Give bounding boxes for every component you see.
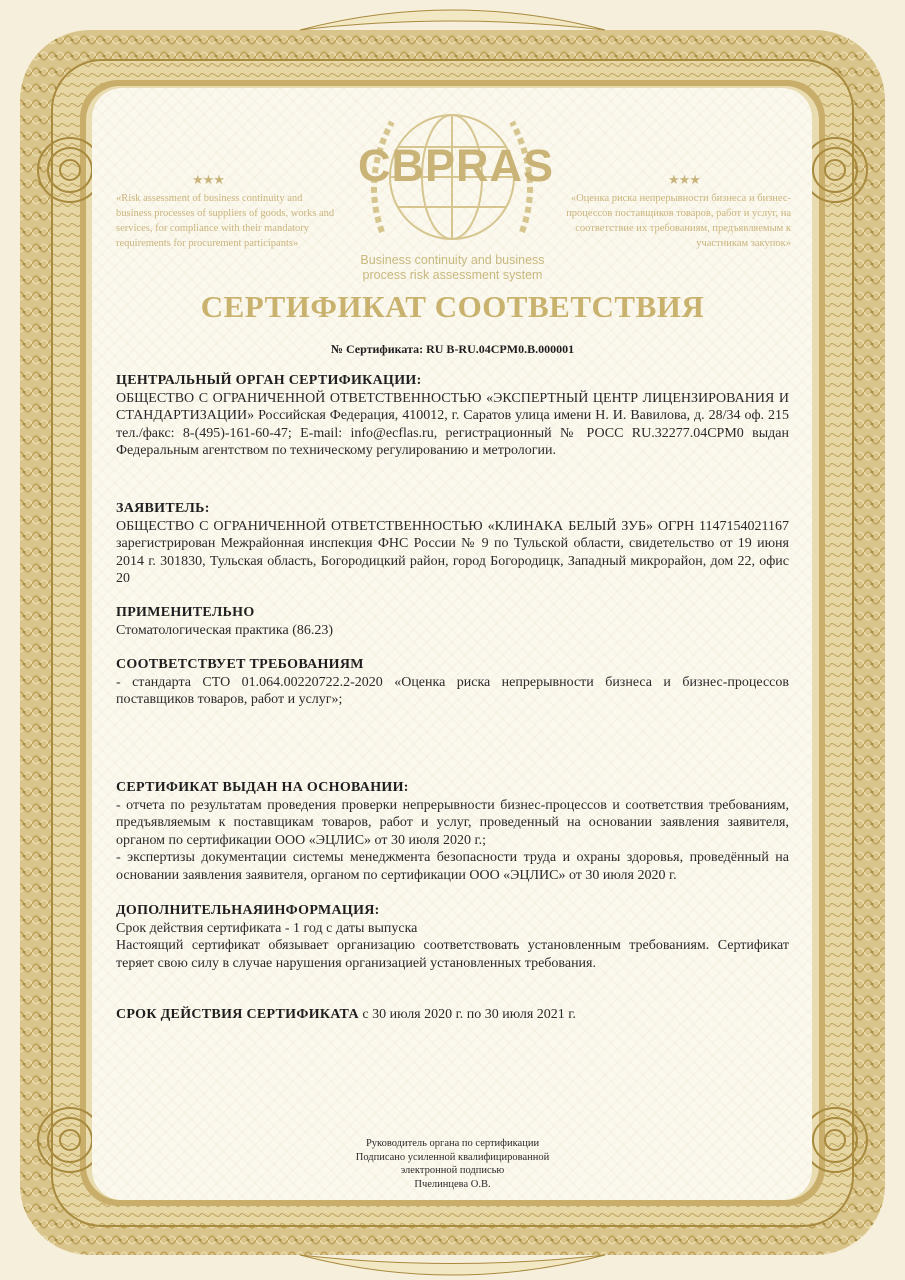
validity-value: с 30 июля 2020 г. по 30 июля 2021 г. <box>358 1007 576 1022</box>
certificate-title: СЕРТИФИКАТ СООТВЕТСТВИЯ <box>200 289 705 324</box>
section-applicant <box>116 500 789 588</box>
side-text-english: «Risk assessment of business continuity and business processes of suppliers of goods, works and services, for compliance with their mandatory requirements for procurement participants» <box>116 193 335 249</box>
section-item: - экспертизы документации системы менеджмента безопасности труда и охраны здоровья, проведённый на основании заявления заявителя, органом по сертификации ООО «ЭЦЛИС» от 30 июля 2020 г. <box>116 850 789 883</box>
section-heading: ЗАЯВИТЕЛЬ: <box>116 501 210 516</box>
section-text: ОБЩЕСТВО С ОГРАНИЧЕННОЙ ОТВЕТСТВЕННОСТЬЮ «ЭКСПЕРТНЫЙ ЦЕНТР ЛИЦЕНЗИРОВАНИЯ И СТАНДАРТИЗАЦИИ» Российская Федерация, 410012, г. Саратов улица имени Н. И. Вавилова, д. 28/34 оф. 215 тел./факс: 8-(495)-161-60-47; E-mail: info@ecflas.ru, регистрационный № РОСС RU.32277.04CPM0 выдан Федеральным агентством по техническому регулированию и метрологии. <box>116 390 789 458</box>
validity-label: СРОК ДЕЙСТВИЯ СЕРТИФИКАТА <box>116 1007 359 1022</box>
tagline-line-2: process risk assessment system <box>362 268 543 282</box>
signature-line: Подписано усиленной квалифицированной <box>355 1151 550 1163</box>
section-validity <box>116 1006 789 1024</box>
section-additional <box>116 902 789 972</box>
signature-line: электронной подписью <box>400 1165 505 1176</box>
section-complies <box>116 656 789 709</box>
section-heading: ЦЕНТРАЛЬНЫЙ ОРГАН СЕРТИФИКАЦИИ: <box>116 373 422 388</box>
section-heading: ПРИМЕНИТЕЛЬНО <box>116 605 255 620</box>
section-basis <box>116 779 789 884</box>
section-text: Срок действия сертификата - 1 год с даты выпуска <box>116 920 418 936</box>
signature-name: Пчелинцева О.В. <box>414 1178 491 1190</box>
stars-icon-right: ★★★ <box>668 172 700 187</box>
signature-block <box>0 1137 905 1191</box>
section-heading: ДОПОЛНИТЕЛЬНАЯИНФОРМАЦИЯ: <box>116 903 380 918</box>
section-item: - отчета по результатам проведения проверки непрерывности бизнес-процессов и соответствия требованиям, предъявляемым к поставщикам товаров, работ и услуг, проведенный на основании заявления заявителя, органом по сертификации ООО «ЭЦЛИС» от 30 июля 2020 г.; <box>116 797 789 848</box>
stars-icon-left: ★★★ <box>192 172 224 187</box>
section-heading: СООТВЕТСТВУЕТ ТРЕБОВАНИЯМ <box>116 657 364 672</box>
tagline-line-1: Business continuity and business <box>360 253 545 267</box>
section-text: ОБЩЕСТВО С ОГРАНИЧЕННОЙ ОТВЕТСТВЕННОСТЬЮ «КЛИНАКА БЕЛЫЙ ЗУБ» ОГРН 1147154021167 зарегистрирован Межрайонная инспекция ФНС России № 9 по Тульской области, свидетельство от 19 июня 2014 г. 301830, Тульская область, Богородицкий район, город Богородицк, Западный микрорайон, дом 22, офис 20 <box>116 518 789 586</box>
side-text-russian: «Оценка риска непрерывности бизнеса и бизнес-процессов поставщиков товаров, работ и услуг, на соответствие их требованиям, предъявляемым к участникам закупок» <box>566 193 791 249</box>
section-heading: СЕРТИФИКАТ ВЫДАН НА ОСНОВАНИИ: <box>116 780 409 795</box>
certificate-number: № Сертификата: RU B-RU.04CPM0.B.000001 <box>330 342 575 356</box>
signature-line: Руководитель органа по сертификации <box>365 1138 540 1149</box>
section-certification-body <box>116 372 789 460</box>
section-applicable <box>116 604 789 639</box>
section-text: - стандарта СТО 01.064.00220722.2-2020 «Оценка риска непрерывности бизнеса и бизнес-процессов поставщиков товаров, работ и услуг»; <box>116 674 789 707</box>
logo-wordmark: CBPRAS <box>358 140 555 191</box>
logo-tagline <box>320 253 585 283</box>
section-text: Стоматологическая практика (86.23) <box>116 622 334 638</box>
section-text: Настоящий сертификат обязывает организацию соответствовать установленным требованиям. Сертификат теряет свою силу в случае нарушения организацией установленных требования. <box>116 938 789 971</box>
